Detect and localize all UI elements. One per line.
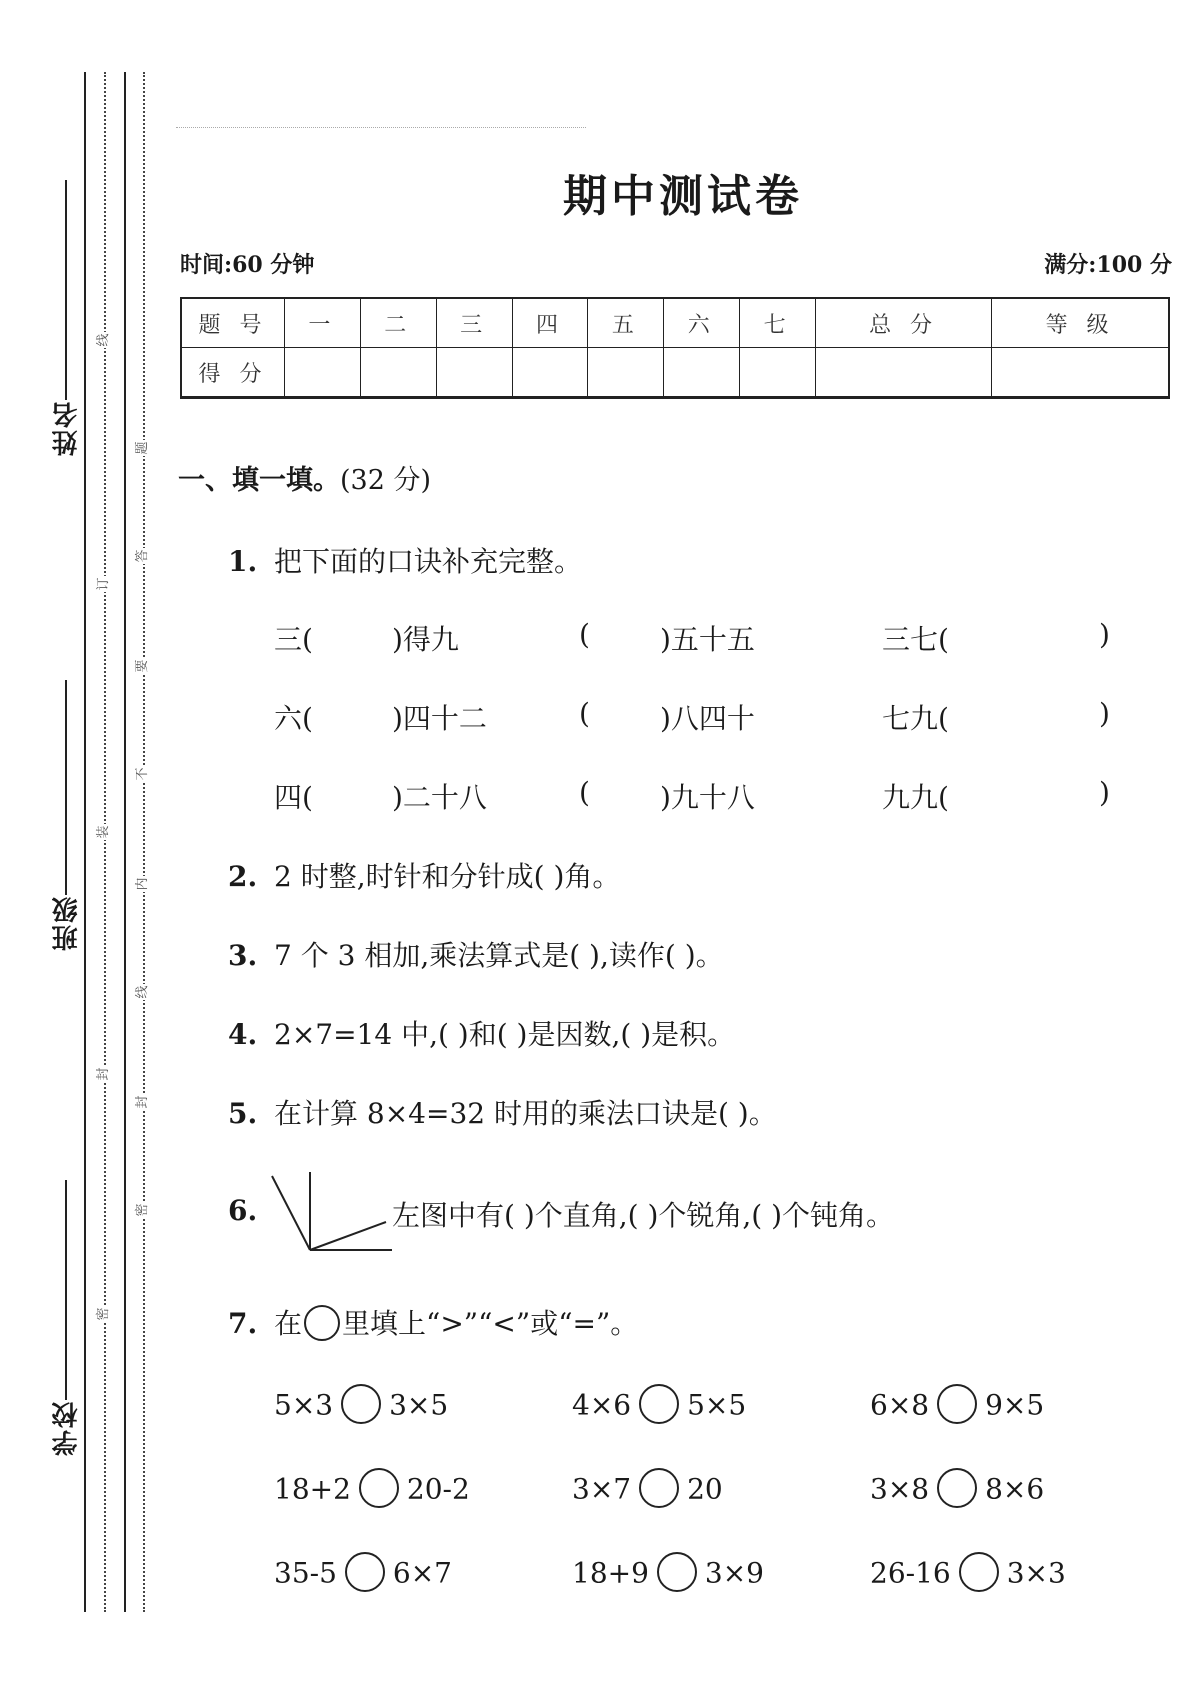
compare-circle[interactable] — [657, 1552, 697, 1592]
circle-symbol-icon — [304, 1305, 340, 1341]
compare-left: 35-5 — [274, 1556, 337, 1590]
compare-item — [870, 1387, 1044, 1427]
compare-right: 9×5 — [985, 1388, 1045, 1422]
table-header-cell: 一 — [285, 298, 361, 348]
question-text: 在计算 8×4=32 时用的乘法口诀是( )。 — [274, 1097, 777, 1130]
compare-circle[interactable] — [345, 1552, 385, 1592]
angle-ray-steep — [272, 1176, 310, 1250]
school-field[interactable] — [46, 1180, 86, 1456]
score-cell[interactable] — [512, 348, 588, 398]
compare-circle[interactable] — [639, 1384, 679, 1424]
table-header-cell: 总 分 — [816, 298, 992, 348]
compare-right: 5×5 — [687, 1388, 747, 1422]
school-blank[interactable] — [65, 1180, 67, 1400]
question-text: 2×7=14 中,( )和( )是因数,( )是积。 — [274, 1018, 736, 1051]
question-2 — [228, 855, 620, 895]
compare-item — [572, 1555, 764, 1595]
q1-cell: 三( — [274, 623, 313, 656]
compare-circle[interactable] — [341, 1384, 381, 1424]
compare-right: 6×7 — [392, 1556, 452, 1590]
question-7 — [228, 1302, 638, 1344]
full-score: 满分:100 分 — [1044, 252, 1172, 278]
angle-ray-diagonal — [310, 1222, 386, 1250]
compare-left: 3×7 — [572, 1472, 632, 1506]
binding-line-inner — [124, 72, 126, 1612]
seal-char: 封 — [96, 1067, 111, 1081]
question-number: 6. — [228, 1194, 258, 1227]
question-1 — [228, 540, 582, 580]
q1-cell: )二十八 — [392, 781, 487, 814]
compare-item — [870, 1471, 1044, 1511]
seal-char: 密 — [96, 1307, 111, 1321]
q1-cell: 三七( — [882, 623, 949, 656]
compare-circle[interactable] — [937, 1468, 977, 1508]
table-row-label: 得 分 — [181, 348, 285, 398]
class-field[interactable] — [46, 680, 86, 951]
q1-cell: ) — [1099, 776, 1110, 809]
compare-circle[interactable] — [937, 1384, 977, 1424]
compare-left: 3×8 — [870, 1472, 930, 1506]
score-cell[interactable] — [285, 348, 361, 398]
score-cell[interactable] — [588, 348, 664, 398]
question-5 — [228, 1092, 777, 1132]
q1-cell: )五十五 — [660, 623, 755, 656]
score-cell[interactable] — [816, 348, 992, 398]
q1-row — [274, 697, 1134, 737]
score-table-score-row — [181, 348, 1169, 398]
header-dotted-rule — [176, 127, 586, 128]
question-number: 1. — [228, 545, 258, 578]
question-number: 2. — [228, 860, 258, 893]
compare-right: 20 — [687, 1472, 723, 1506]
seal-char: 要 — [135, 659, 150, 673]
compare-item — [572, 1387, 746, 1427]
table-header-cell: 六 — [664, 298, 740, 348]
compare-row — [274, 1555, 1134, 1599]
compare-item — [870, 1555, 1066, 1595]
q1-cell: 六( — [274, 702, 313, 735]
q1-row — [274, 776, 1134, 816]
angle-figure — [268, 1170, 394, 1256]
binding-dotted-line-outer — [104, 72, 106, 1612]
q1-row — [274, 618, 1134, 658]
compare-row — [274, 1387, 1134, 1431]
q1-cell: )得九 — [392, 623, 459, 656]
seal-char: 线 — [135, 985, 150, 999]
compare-left: 18+9 — [572, 1556, 649, 1590]
score-cell[interactable] — [360, 348, 436, 398]
table-header-cell: 四 — [512, 298, 588, 348]
seal-char: 装 — [96, 825, 111, 839]
compare-circle[interactable] — [959, 1552, 999, 1592]
name-field[interactable] — [46, 180, 86, 456]
question-6-text: 左图中有( )个直角,( )个锐角,( )个钝角。 — [392, 1199, 895, 1232]
table-header-cell: 五 — [588, 298, 664, 348]
compare-row — [274, 1471, 1134, 1515]
q1-cell: 七九( — [882, 702, 949, 735]
table-header-cell: 三 — [436, 298, 512, 348]
section-title: 一、填一填。 — [178, 465, 340, 496]
score-cell[interactable] — [664, 348, 740, 398]
question-text: 里填上“>”“<”或“=”。 — [342, 1307, 639, 1340]
score-cell[interactable] — [436, 348, 512, 398]
question-text: 2 时整,时针和分针成( )角。 — [274, 860, 621, 893]
question-text: 7 个 3 相加,乘法算式是( ),读作( )。 — [274, 939, 724, 972]
compare-circle[interactable] — [639, 1468, 679, 1508]
question-text: 在 — [274, 1307, 303, 1340]
seal-char: 不 — [135, 767, 150, 781]
q1-cell: ( — [579, 776, 590, 809]
compare-left: 5×3 — [274, 1388, 334, 1422]
compare-left: 4×6 — [572, 1388, 632, 1422]
section-heading — [178, 458, 431, 497]
q1-cell: )九十八 — [660, 781, 755, 814]
q1-cell: ( — [579, 697, 590, 730]
seal-char: 密 — [135, 1203, 150, 1217]
seal-char: 线 — [96, 333, 111, 347]
seal-char: 内 — [135, 877, 150, 891]
question-3 — [228, 934, 724, 974]
compare-left: 26-16 — [870, 1556, 951, 1590]
class-blank[interactable] — [65, 680, 67, 895]
binding-dotted-line-inner — [143, 72, 145, 1612]
compare-right: 3×3 — [1006, 1556, 1066, 1590]
score-cell[interactable] — [992, 348, 1169, 398]
compare-left: 18+2 — [274, 1472, 351, 1506]
compare-item — [572, 1471, 723, 1511]
q1-cell: 四( — [274, 781, 313, 814]
compare-circle[interactable] — [359, 1468, 399, 1508]
compare-left: 6×8 — [870, 1388, 930, 1422]
compare-right: 20-2 — [406, 1472, 470, 1506]
q1-cell: ( — [579, 618, 590, 651]
seal-char: 封 — [135, 1095, 150, 1109]
score-cell[interactable] — [740, 348, 816, 398]
score-table-header-row — [181, 298, 1169, 348]
question-text: 把下面的口诀补充完整。 — [274, 545, 583, 578]
table-header-cell: 等 级 — [992, 298, 1169, 348]
compare-item — [274, 1555, 452, 1595]
table-header-cell: 七 — [740, 298, 816, 348]
score-table — [180, 297, 1170, 399]
q1-cell: )八四十 — [660, 702, 755, 735]
name-blank[interactable] — [65, 180, 67, 400]
seal-char: 答 — [135, 549, 150, 563]
question-4 — [228, 1013, 735, 1053]
school-label: 学校 — [51, 1400, 82, 1456]
compare-right: 3×9 — [704, 1556, 764, 1590]
compare-item — [274, 1387, 448, 1427]
class-label: 班级 — [51, 895, 82, 951]
seal-char: 题 — [135, 441, 150, 455]
table-header-cell: 题 号 — [181, 298, 285, 348]
compare-right: 3×5 — [389, 1388, 449, 1422]
time-limit: 时间:60 分钟 — [180, 252, 315, 278]
question-number: 3. — [228, 939, 258, 972]
q1-cell: 九九( — [882, 781, 949, 814]
name-label: 姓名 — [51, 400, 82, 456]
question-number: 7. — [228, 1307, 258, 1340]
q1-cell: ) — [1099, 618, 1110, 651]
compare-right: 8×6 — [985, 1472, 1045, 1506]
table-header-cell: 二 — [360, 298, 436, 348]
question-number: 4. — [228, 1018, 258, 1051]
compare-item — [274, 1471, 470, 1511]
q1-cell: ) — [1099, 697, 1110, 730]
seal-char: 订 — [96, 577, 111, 591]
section-points: (32 分) — [340, 465, 432, 496]
question-number: 5. — [228, 1097, 258, 1130]
page-title: 期中测试卷 — [563, 171, 803, 222]
q1-cell: )四十二 — [392, 702, 487, 735]
